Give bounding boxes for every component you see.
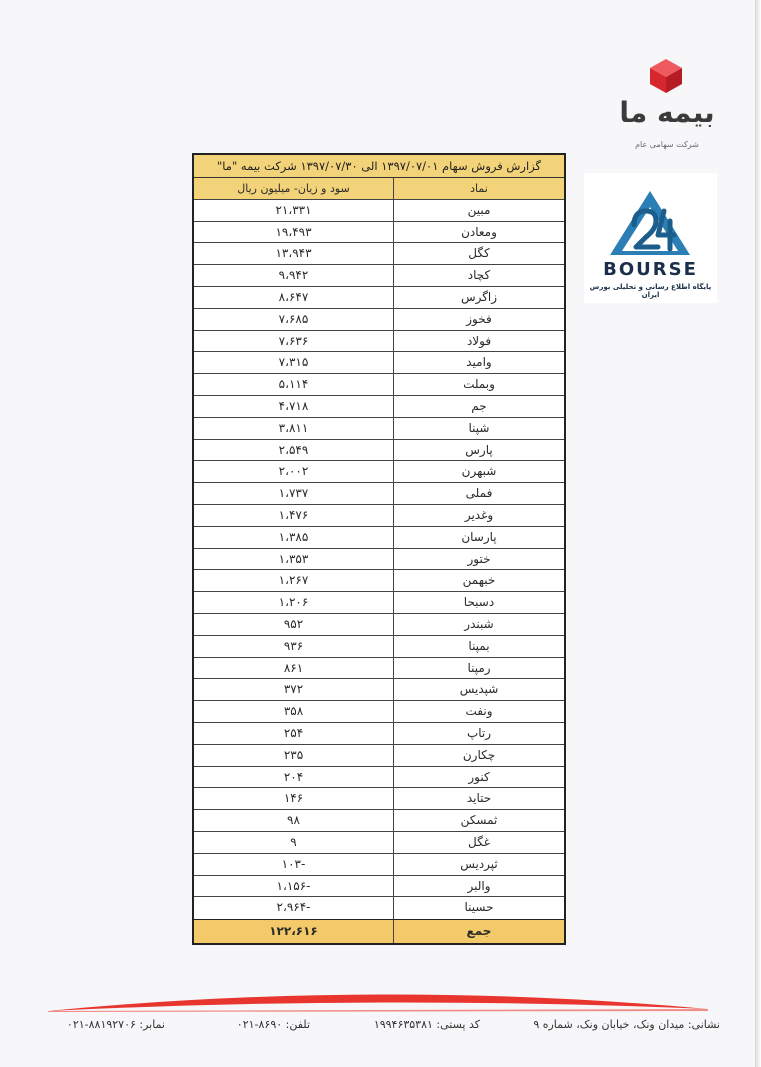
table-row <box>194 505 564 527</box>
row-value: ۲۵۴ <box>283 725 304 740</box>
footer-address: نشانی: میدان ونک، خیابان ونک، شماره ۹ <box>533 1018 720 1031</box>
row-symbol: چکارن <box>393 745 564 766</box>
bourse-badge <box>584 173 717 303</box>
row-symbol: جم <box>393 396 564 417</box>
table-row <box>194 461 564 483</box>
row-value: ۱،۳۸۵ <box>278 529 309 544</box>
total-value: ۱۲۲،۶۱۶ <box>269 924 318 939</box>
row-symbol: کنور <box>393 767 564 788</box>
row-value: -۲،۹۶۴ <box>276 900 311 915</box>
company-type: شرکت سهامی عام <box>635 140 699 149</box>
row-symbol: فولاد <box>393 331 564 352</box>
row-symbol: دسبحا <box>393 592 564 613</box>
table-row <box>194 810 564 832</box>
table-row <box>194 287 564 309</box>
row-symbol: رتاپ <box>393 723 564 744</box>
row-symbol: ومعادن <box>393 222 564 243</box>
row-symbol: شبهرن <box>393 461 564 482</box>
row-symbol: وامید <box>393 352 564 373</box>
row-symbol: غگل <box>393 832 564 853</box>
table-row <box>194 440 564 462</box>
bourse-triangle-icon <box>584 173 717 263</box>
row-value: ۳،۸۱۱ <box>278 420 309 435</box>
row-value: ۷،۶۳۶ <box>278 333 309 348</box>
table-row <box>194 483 564 505</box>
table-row <box>194 701 564 723</box>
bourse-tagline: پایگاه اطلاع رسانی و تحلیلی بورس ایران <box>589 283 712 299</box>
report-title: گزارش فروش سهام ۱۳۹۷/۰۷/۰۱ الی ۱۳۹۷/۰۷/۳۰ شرکت بیمه "ما" <box>194 155 564 178</box>
row-value: ۱۳،۹۴۳ <box>275 246 312 261</box>
table-row <box>194 374 564 396</box>
row-value: ۱۹،۴۹۳ <box>275 224 312 239</box>
row-symbol: زاگرس <box>393 287 564 308</box>
table-row <box>194 788 564 810</box>
table-row <box>194 331 564 353</box>
table-row <box>194 658 564 680</box>
row-value: ۹۳۶ <box>283 638 304 653</box>
footer-fax: نمابر: ۸۸۱۹۲۷۰۶-۰۲۱ <box>66 1018 165 1031</box>
row-value: ۹ <box>290 834 297 849</box>
row-symbol: ختور <box>393 549 564 570</box>
page-edge-shadow <box>755 0 761 1067</box>
table-body <box>194 200 564 919</box>
table-row <box>194 309 564 331</box>
row-symbol: بمپنا <box>393 636 564 657</box>
row-symbol: وغدیر <box>393 505 564 526</box>
row-symbol: خبهمن <box>393 570 564 591</box>
table-row <box>194 832 564 854</box>
table-row <box>194 636 564 658</box>
total-label: جمع <box>393 920 564 943</box>
header-symbol: نماد <box>393 178 564 199</box>
table-row <box>194 396 564 418</box>
table-row <box>194 352 564 374</box>
table-row <box>194 549 564 571</box>
table-row <box>194 854 564 876</box>
table-row <box>194 527 564 549</box>
row-symbol: ونفت <box>393 701 564 722</box>
row-symbol: فملی <box>393 483 564 504</box>
row-symbol: وبملت <box>393 374 564 395</box>
table-row <box>194 767 564 789</box>
row-value: ۵،۱۱۴ <box>278 377 309 392</box>
table-row <box>194 679 564 701</box>
table-row <box>194 418 564 440</box>
row-symbol: رمپنا <box>393 658 564 679</box>
row-value: ۱۴۶ <box>283 791 304 806</box>
row-symbol: پارس <box>393 440 564 461</box>
row-symbol: کچاد <box>393 265 564 286</box>
row-value: ۱،۷۳۷ <box>278 486 309 501</box>
sales-report-table <box>192 153 566 945</box>
row-value: ۳۷۲ <box>283 682 304 697</box>
row-symbol: ثپردیس <box>393 854 564 875</box>
row-symbol: حسینا <box>393 897 564 919</box>
row-symbol: ثمسکن <box>393 810 564 831</box>
row-value: ۷،۳۱۵ <box>278 355 309 370</box>
table-row <box>194 265 564 287</box>
total-row <box>194 919 564 943</box>
row-symbol: شپنا <box>393 418 564 439</box>
row-value: ۸۶۱ <box>283 660 304 675</box>
row-value: ۴،۷۱۸ <box>278 398 309 413</box>
row-value: ۲۳۵ <box>283 747 304 762</box>
row-value: ۱،۲۶۷ <box>278 573 309 588</box>
row-value: ۲۰۴ <box>283 769 304 784</box>
row-symbol: فخوز <box>393 309 564 330</box>
row-value: ۱،۴۷۶ <box>278 507 309 522</box>
table-row <box>194 570 564 592</box>
table-row <box>194 745 564 767</box>
table-row <box>194 897 564 919</box>
row-symbol: حتاید <box>393 788 564 809</box>
footer-postal-code: کد پستی: ۱۹۹۴۶۳۵۳۸۱ <box>373 1018 480 1031</box>
table-row <box>194 614 564 636</box>
row-value: ۷،۶۸۵ <box>278 311 309 326</box>
footer-swoosh <box>48 985 708 1013</box>
bourse-wordmark: BOURSE <box>603 259 698 280</box>
row-value: ۸،۶۴۷ <box>278 289 309 304</box>
row-value: ۹۵۲ <box>283 616 304 631</box>
row-symbol: والبر <box>393 876 564 897</box>
row-value: ۱،۲۰۶ <box>278 595 309 610</box>
table-row <box>194 876 564 898</box>
row-value: -۱،۱۵۶ <box>276 878 311 893</box>
footer-phone: تلفن: ۸۶۹۰-۰۲۱ <box>236 1018 310 1031</box>
table-row <box>194 222 564 244</box>
row-value: ۲،۰۰۲ <box>278 464 309 479</box>
footer-contact <box>40 1018 720 1036</box>
table-row <box>194 200 564 222</box>
row-symbol: پارسان <box>393 527 564 548</box>
cube-logo-icon <box>648 58 684 94</box>
row-value: -۱۰۳ <box>281 856 306 871</box>
table-row <box>194 723 564 745</box>
company-name: بیمه ما <box>619 96 715 129</box>
header-value: سود و زیان- میلیون ریال <box>237 182 350 195</box>
row-symbol: مبین <box>393 200 564 221</box>
table-header-row <box>194 178 564 200</box>
row-symbol: شپدیس <box>393 679 564 700</box>
table-row <box>194 243 564 265</box>
row-value: ۹،۹۴۲ <box>278 268 309 283</box>
row-value: ۳۵۸ <box>283 704 304 719</box>
row-symbol: شبندر <box>393 614 564 635</box>
row-value: ۹۸ <box>287 813 300 828</box>
row-value: ۲۱،۳۳۱ <box>275 202 312 217</box>
row-symbol: کگل <box>393 243 564 264</box>
table-row <box>194 592 564 614</box>
row-value: ۱،۳۵۳ <box>278 551 309 566</box>
company-logo <box>612 58 722 158</box>
row-value: ۲،۵۴۹ <box>278 442 309 457</box>
